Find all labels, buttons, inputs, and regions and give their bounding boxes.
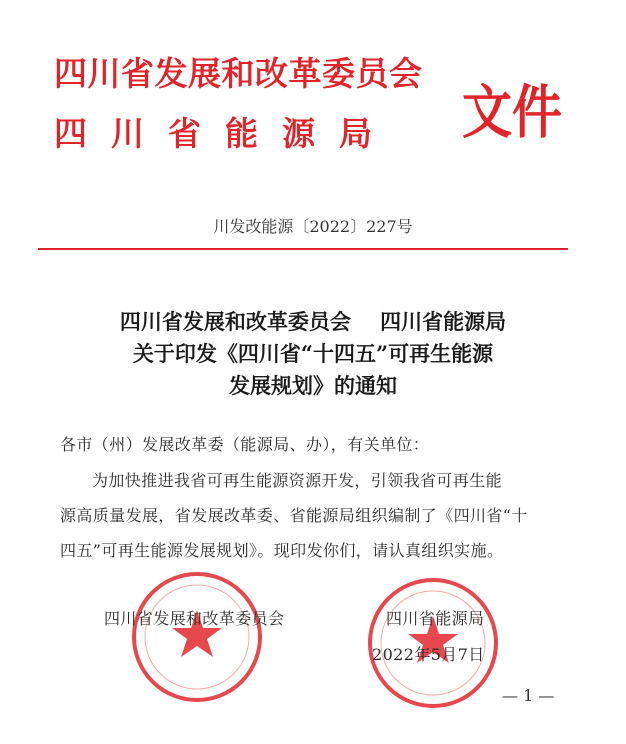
addressee: 各市（州）发展改革委（能源局、办），有关单位： xyxy=(60,435,430,454)
signature-issuer-2: 四川省能源局 xyxy=(386,609,485,628)
title-line-2: 关于印发《四川省“十四五”可再生能源 xyxy=(132,341,494,366)
document-number: 川发改能源〔2022〕227号 xyxy=(213,217,413,236)
paragraph-line: 源高质量发展，省发展改革委、省能源局组织编制了《四川省“十 xyxy=(60,506,528,525)
title-line-3: 发展规划》的通知 xyxy=(229,373,397,398)
seal-star-icon xyxy=(136,576,258,698)
header-org-line-1: 四川省发展和改革委员会 xyxy=(54,54,423,93)
signature-date: 2022年5月7日 xyxy=(372,645,485,664)
paragraph-line: 四五”可再生能源发展规划》。现印发你们，请认真组织实施。 xyxy=(60,541,504,560)
header-doc-type: 文件 xyxy=(462,79,562,146)
header-org-line-2: 四川省能源局 xyxy=(54,114,396,153)
paragraph-line: 为加快推进我省可再生能源资源开发，引领我省可再生能 xyxy=(92,471,503,490)
official-seal-ndrc xyxy=(132,572,262,702)
title-line-1: 四川省发展和改革委员会 四川省能源局 xyxy=(119,309,507,334)
header-divider xyxy=(38,248,568,250)
page-number: — 1 — xyxy=(502,686,555,705)
signature-issuer-1: 四川省发展和改革委员会 xyxy=(104,609,285,628)
